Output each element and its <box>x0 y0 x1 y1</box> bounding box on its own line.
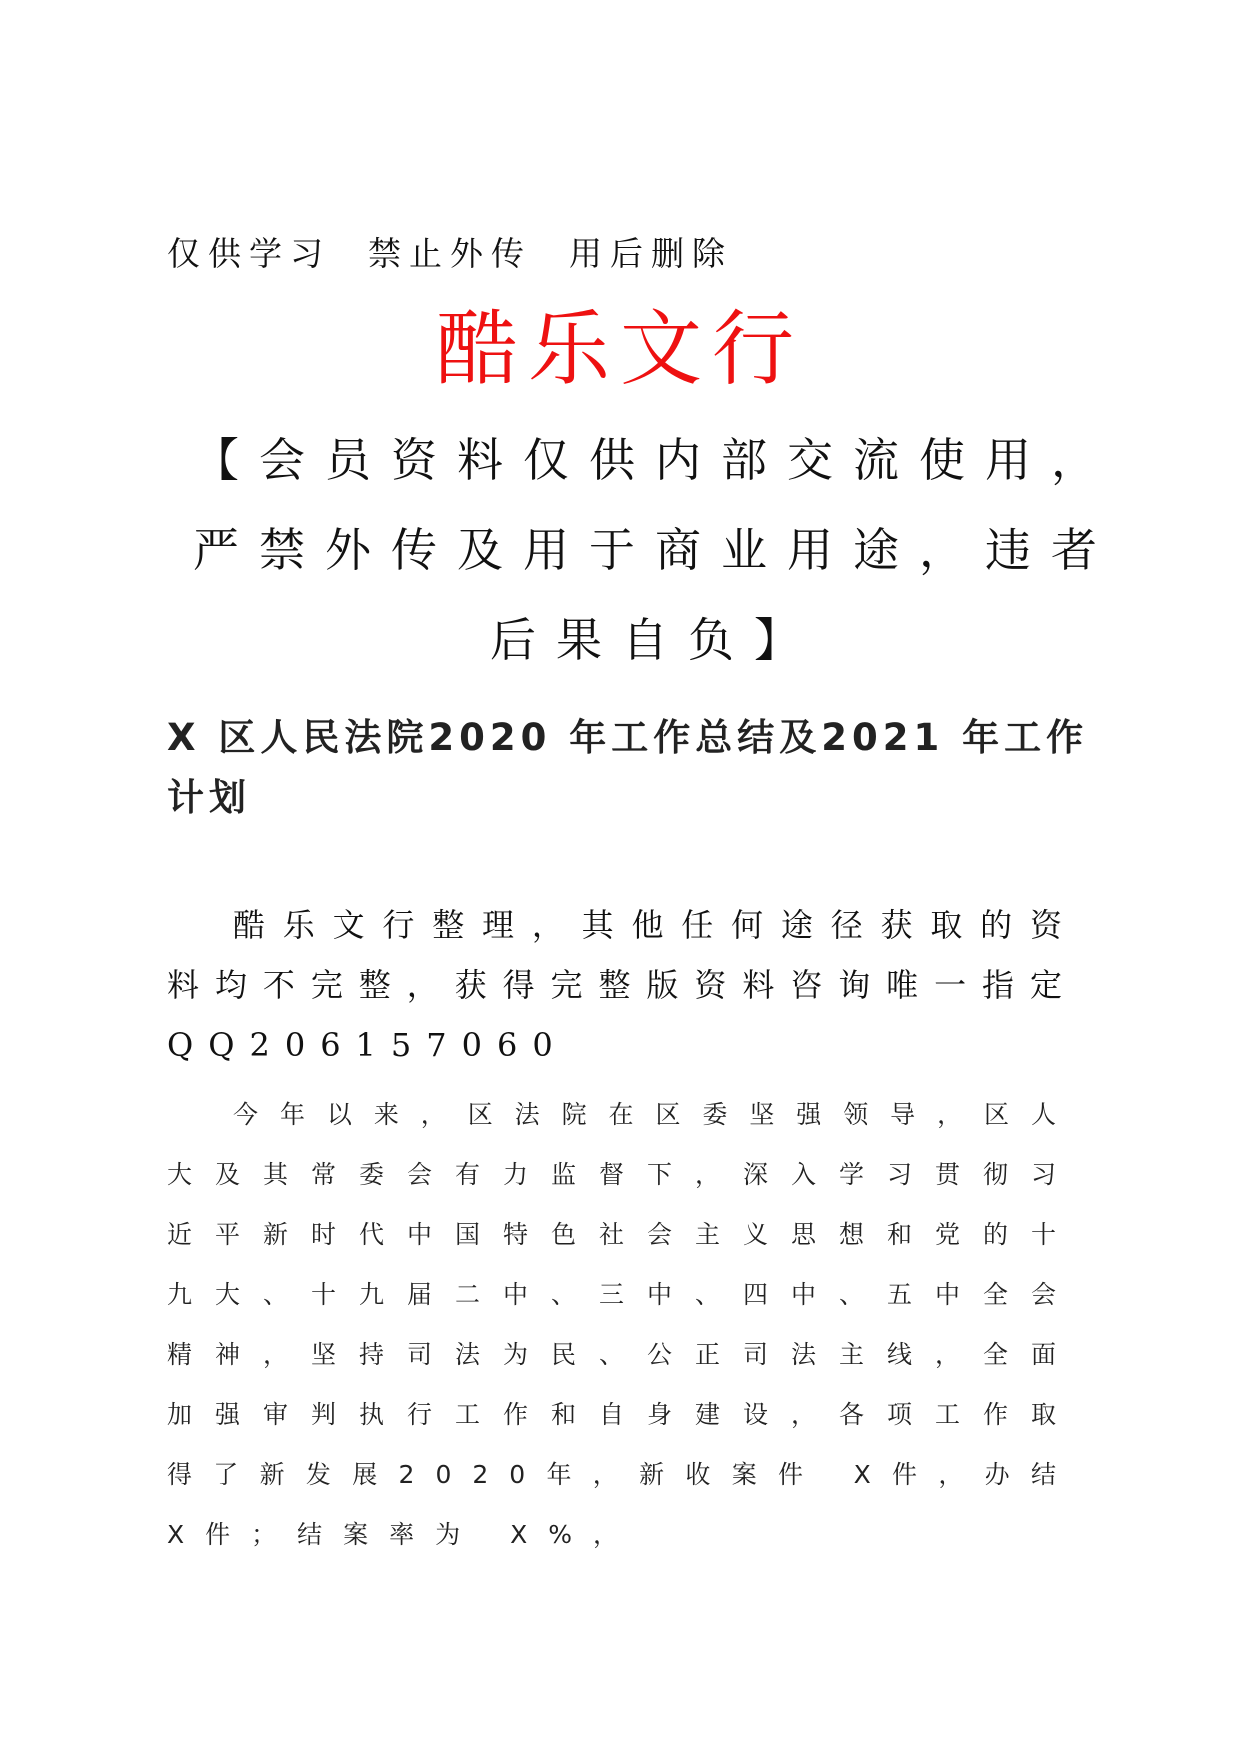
document-title: X 区人民法院2020 年工作总结及2021 年工作计划 <box>167 716 1089 819</box>
copyright-warning: 【会员资料仅供内部交流使用，严禁外传及用于商业用途，违者后果自负】 <box>193 433 1117 667</box>
intro-paragraph: 酷乐文行整理，其他任何途径获取的资料均不完整，获得完整版资料咨询唯一指定QQ206157060 <box>167 906 1077 1064</box>
body-paragraph: 今年以来，区法院在区委坚强领导，区人大及其常委会有力监督下，深入学习贯彻习近平新时代中国特色社会主义思想和党的十九大、十九届二中、三中、四中、五中全会精神，坚持司法为民、公正司法主线，全面加强审判执行工作和自身建设，各项工作取得了新发展2020年，新收案件 X件，办结 X件；结案率为 X%， <box>167 1100 1077 1549</box>
brand-title: 酷乐文行 <box>435 302 804 397</box>
usage-notice: 仅供学习 禁止外传 用后删除 <box>167 234 733 273</box>
